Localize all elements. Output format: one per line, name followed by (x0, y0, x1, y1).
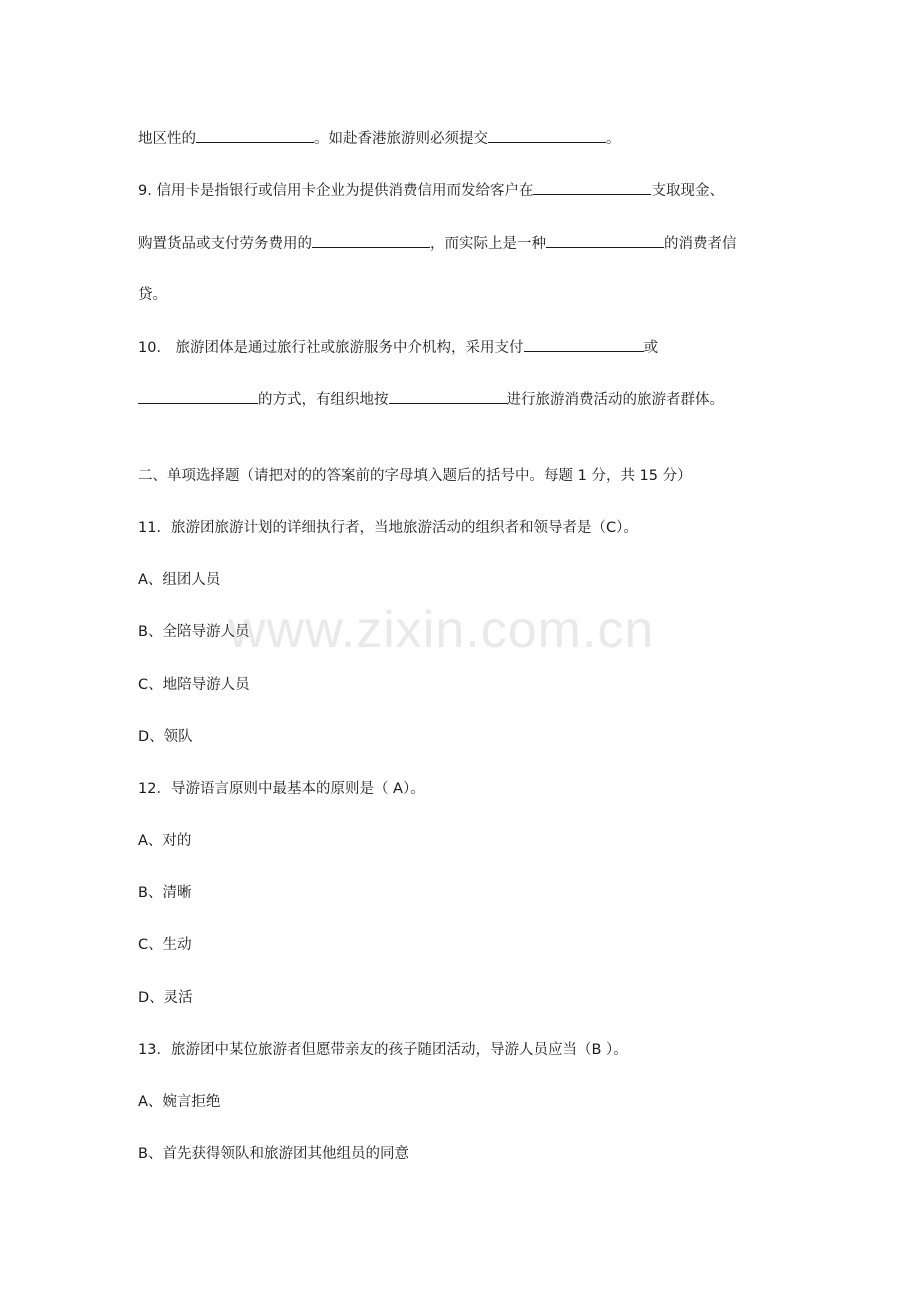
watermark: www.zixin.com.cn (228, 601, 655, 659)
text-fragment: 的消费者信 (664, 236, 737, 252)
fill-blank (524, 337, 644, 352)
text-fragment: 贷。 (138, 287, 167, 303)
question-10 (138, 337, 658, 358)
question-9 (138, 180, 724, 201)
fill-blank (196, 128, 314, 143)
question-12: 12．导游语言原则中最基本的原则是（ A）。 (138, 781, 425, 797)
question-9-line-3 (138, 285, 167, 305)
fill-blank (533, 180, 651, 195)
option-a: A、对的 (138, 833, 192, 849)
text-fragment: 进行旅游消费活动的旅游者群体。 (506, 392, 724, 408)
option-c: C、地陪导游人员 (138, 677, 250, 693)
text-fragment: 。 (606, 131, 621, 147)
text-fragment: 支取现金、 (651, 183, 724, 199)
text-fragment: 9. 信用卡是指银行或信用卡企业为提供消费信用而发给客户在 (138, 183, 534, 199)
option-b: B、全陪导游人员 (138, 624, 250, 640)
text-fragment: 10． 旅游团体是通过旅行社或旅游服务中介机构，采用支付 (138, 340, 524, 356)
option-d: D、灵活 (138, 990, 193, 1006)
question-9-line-2 (138, 233, 737, 254)
text-fragment: 的方式，有组织地按 (258, 392, 389, 408)
question-10-line-2 (138, 389, 724, 410)
option-a: A、组团人员 (138, 572, 221, 588)
text-fragment: 地区性的 (138, 131, 196, 147)
option-b: B、清晰 (138, 885, 192, 901)
fill-blank (389, 389, 507, 404)
text-fragment: 购置货品或支付劳务费用的 (138, 236, 312, 252)
question-13: 13．旅游团中某位旅游者但愿带亲友的孩子随团活动，导游人员应当（B ）。 (138, 1042, 628, 1058)
fill-blank (546, 233, 664, 248)
option-a: A、婉言拒绝 (138, 1094, 221, 1110)
fill-blank (138, 389, 258, 404)
text-line-region (138, 128, 621, 149)
text-fragment: 或 (643, 340, 659, 356)
fill-blank (488, 128, 606, 143)
question-11: 11．旅游团旅游计划的详细执行者，当地旅游活动的组织者和领导者是（C）。 (138, 520, 638, 536)
option-d: D、领队 (138, 729, 193, 745)
text-fragment: 。如赴香港旅游则必须提交 (314, 131, 488, 147)
option-c: C、生动 (138, 937, 192, 953)
section-heading: 二、单项选择题（请把对的的答案前的字母填入题后的括号中。每题 1 分，共 15 分） (138, 468, 692, 484)
fill-blank (312, 233, 430, 248)
option-b: B、首先获得领队和旅游团其他组员的同意 (138, 1146, 409, 1162)
text-fragment: ，而实际上是一种 (430, 236, 546, 252)
